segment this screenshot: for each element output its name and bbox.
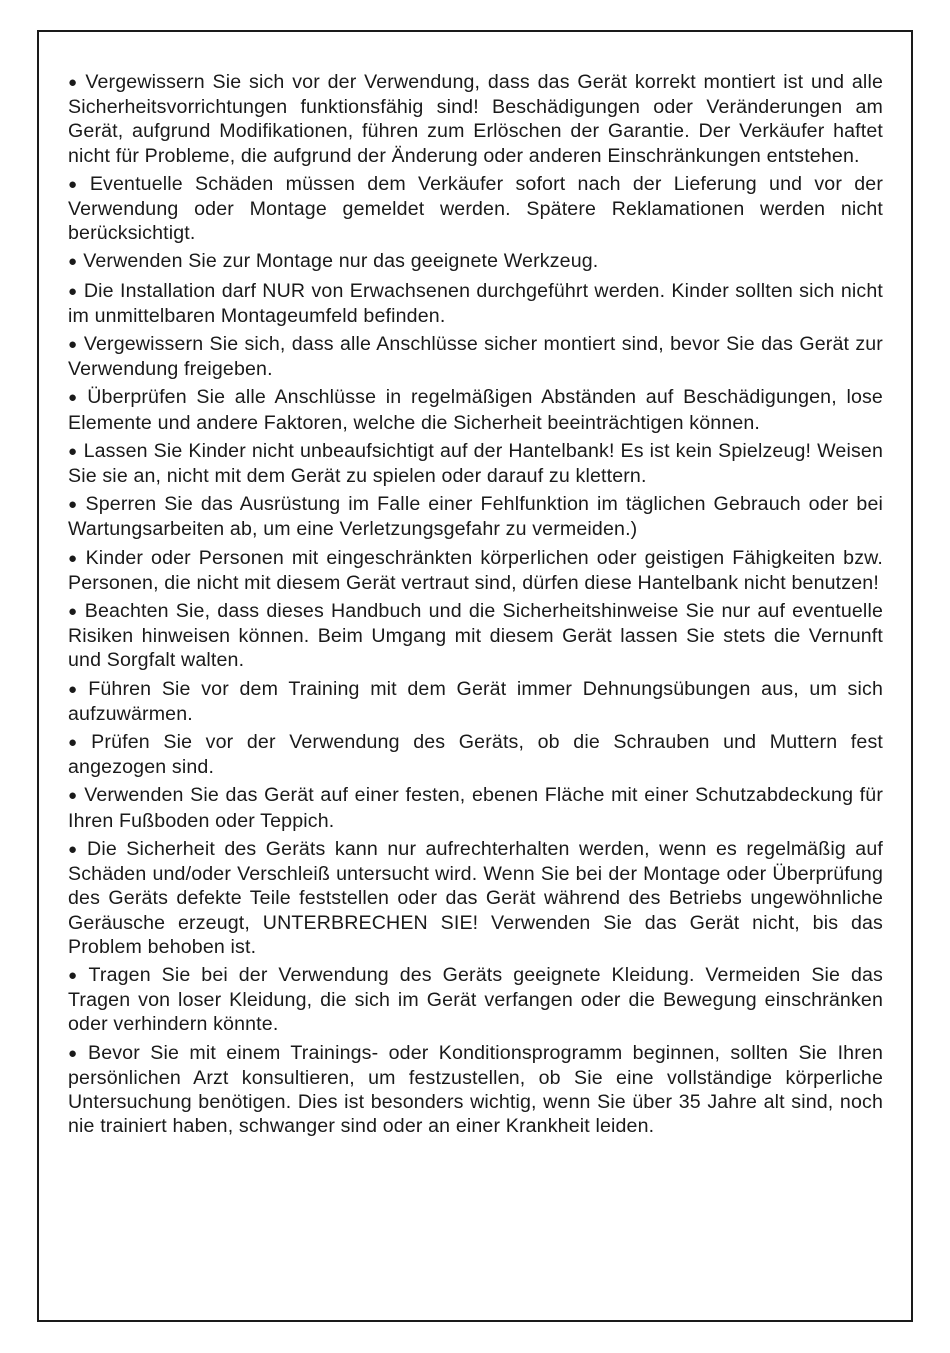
list-item-text: Die Sicherheit des Geräts kann nur aufrechterhalten werden, wenn es regelmäßig auf Schäden und/oder Verschleiß untersucht wird. Wenn Sie bei der Montage oder Überprüfung des Geräts defekte Teile feststellen oder das Gerät während des Betriebs ungewöhnliche Geräusche erzeugt, UNTERBRECHEN SIE! Verwenden Sie das Gerät nicht, bis das Problem behoben ist. xyxy=(68,837,883,958)
bullet-icon: ● xyxy=(68,442,78,460)
list-item-text: Überprüfen Sie alle Anschlüsse in regelmäßigen Abständen auf Beschädigungen, lose Elemente und andere Faktoren, welche die Sicherheit beeinträchtigen können. xyxy=(68,386,883,434)
list-item-text: Führen Sie vor dem Training mit dem Gerät immer Dehnungsübungen aus, um sich aufzuwärmen. xyxy=(68,677,883,725)
list-item xyxy=(68,172,883,246)
list-item xyxy=(68,963,883,1037)
list-item-text: Verwenden Sie zur Montage nur das geeignete Werkzeug. xyxy=(83,250,599,273)
list-item xyxy=(68,279,883,328)
bullet-icon: ● xyxy=(68,603,79,621)
bullet-icon: ● xyxy=(68,680,83,698)
list-item-text: Tragen Sie bei der Verwendung des Geräts geeignete Kleidung. Vermeiden Sie das Tragen von loser Kleidung, die sich im Gerät verfangen oder die Bewegung einschränken oder verhindern könnte. xyxy=(68,963,883,1036)
bullet-icon: ● xyxy=(68,175,84,193)
list-item-text: Prüfen Sie vor der Verwendung des Geräts, ob die Schrauben und Muttern fest angezogen sind. xyxy=(68,731,883,779)
list-item xyxy=(68,599,883,673)
bullet-icon: ● xyxy=(68,1044,82,1062)
list-item-text: Vergewissern Sie sich vor der Verwendung, dass das Gerät korrekt montiert ist und alle Sicherheitsvorrichtungen funktionsfähig sind! Beschädigungen oder Veränderungen am Gerät, aufgrund Modifikationen, führen zum Erlöschen der Garantie. Der Verkäufer haftet nicht für Probleme, die aufgrund der Änderung oder anderen Einschränkungen entstehen. xyxy=(68,71,883,167)
list-item-text: Verwenden Sie das Gerät auf einer festen, ebenen Fläche mit einer Schutzabdeckung für Ihren Fußboden oder Teppich. xyxy=(68,784,883,832)
list-item xyxy=(68,492,883,541)
list-item xyxy=(68,837,883,959)
list-item xyxy=(68,332,883,381)
bullet-icon: ● xyxy=(68,496,80,514)
list-item-text: Kinder oder Personen mit eingeschränkten körperlichen oder geistigen Fähigkeiten bzw. Personen, die nicht mit diesem Gerät vertraut sind, dürfen diese Hantelbank nicht benutzen! xyxy=(68,546,883,594)
list-item xyxy=(68,546,883,595)
list-item-text: Eventuelle Schäden müssen dem Verkäufer sofort nach der Lieferung und vor der Verwendung oder Montage gemeldet werden. Spätere Reklamationen werden nicht berücksichtigt. xyxy=(68,172,883,245)
list-item-text: Die Installation darf NUR von Erwachsenen durchgeführt werden. Kinder sollten sich nicht im unmittelbaren Montageumfeld befinden. xyxy=(68,279,883,327)
list-item xyxy=(68,677,883,726)
bullet-icon: ● xyxy=(68,966,83,984)
bullet-icon: ● xyxy=(68,787,79,805)
list-item-text: Sperren Sie das Ausrüstung im Falle einer Fehlfunktion im täglichen Gebrauch oder bei Wartungsarbeiten ab, um eine Verletzungsgefahr zu vermeiden.) xyxy=(68,493,883,541)
list-item-text: Beachten Sie, dass dieses Handbuch und die Sicherheitshinweise Sie nur auf eventuelle Risiken hinweisen können. Beim Umgang mit diesem Gerät lassen Sie stets die Vernunft und Sorgfalt walten. xyxy=(68,600,883,672)
list-item xyxy=(68,730,883,779)
bullet-icon: ● xyxy=(68,389,82,407)
safety-instructions-list xyxy=(68,70,883,1142)
bullet-icon: ● xyxy=(68,282,78,300)
list-item xyxy=(68,439,883,488)
bullet-icon: ● xyxy=(68,734,86,752)
list-item xyxy=(68,385,883,434)
list-item xyxy=(68,783,883,832)
bullet-icon: ● xyxy=(68,253,78,271)
bullet-icon: ● xyxy=(68,336,78,354)
bullet-icon: ● xyxy=(68,840,82,858)
bullet-icon: ● xyxy=(68,549,80,567)
list-item-text: Lassen Sie Kinder nicht unbeaufsichtigt auf der Hantelbank! Es ist kein Spielzeug! Weisen Sie sie an, nicht mit dem Gerät zu spielen oder darauf zu klettern. xyxy=(68,439,883,488)
list-item xyxy=(68,1041,883,1139)
list-item-text: Bevor Sie mit einem Trainings- oder Konditionsprogramm beginnen, sollten Sie Ihren persönlichen Arzt konsultieren, um festzustellen, ob Sie eine vollständige körperliche Untersuchung benötigen. Dies ist besonders wichtig, wenn Sie über 35 Jahre alt sind, noch nie trainiert haben, schwanger sind oder an einer Krankheit leiden. xyxy=(68,1041,883,1138)
list-item xyxy=(68,249,883,274)
list-item-text: Vergewissern Sie sich, dass alle Anschlüsse sicher montiert sind, bevor Sie das Gerät zur Verwendung freigeben. xyxy=(68,333,883,381)
bullet-icon: ● xyxy=(68,74,80,91)
list-item xyxy=(68,70,883,168)
